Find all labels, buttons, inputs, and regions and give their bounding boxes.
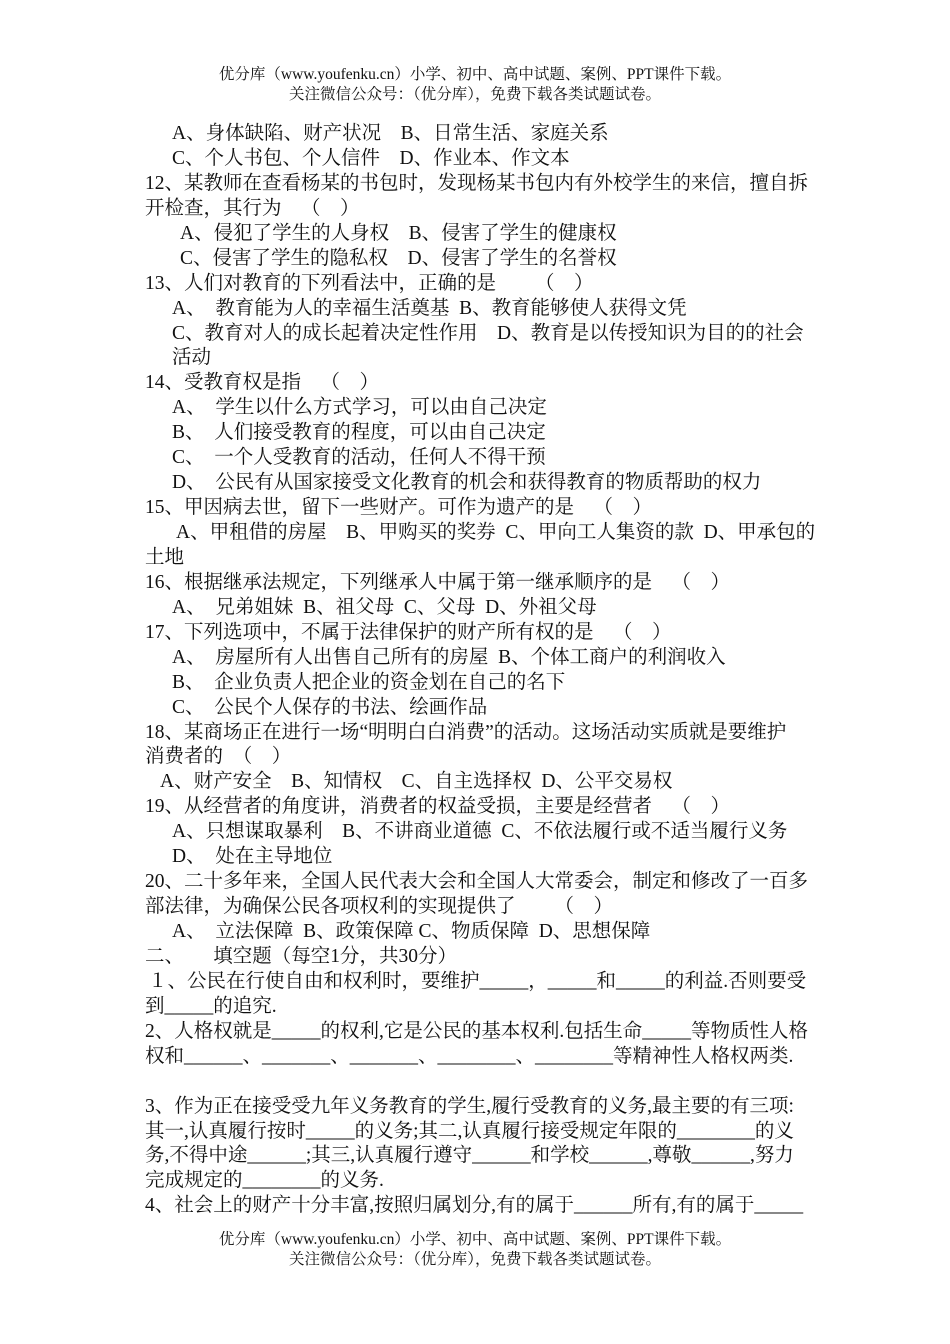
footer-line-2: 关注微信公众号：（优分库），免费下载各类试题试卷。 (288, 1251, 661, 1268)
q11-option-line: C、个人书包、个人信件 D、作业本、作文本 (172, 147, 570, 169)
q13-option-line: A、 教育能为人的幸福生活奠基 B、教育能够使人获得文凭 (172, 297, 687, 319)
fill-item-3: 3、作为正在接受受九年义务教育的学生,履行受教育的义务,最主要的有三项: (145, 1095, 794, 1117)
footer-line-1: 优分库（www.youfenku.cn）小学、初中、高中试题、案例、PPT课件下载。 (218, 1231, 732, 1248)
q18-stem: 消费者的 （ ） (145, 746, 292, 768)
q14-stem: 14、受教育权是指 （ ） (145, 372, 380, 394)
q11-option-line: A、身体缺陷、财产状况 B、日常生活、家庭关系 (172, 123, 609, 144)
q20-stem: 部法律，为确保公民各项权利的实现提供了 （ ） (145, 896, 614, 918)
q17-option-line: C、 公民个人保存的书法、绘画作品 (172, 696, 488, 718)
fill-item-3: 完成规定的________的义务. (145, 1170, 384, 1192)
q12-stem: 12、某教师在查看杨某的书包时，发现杨某书包内有外校学生的来信，擅自拆 (145, 172, 809, 194)
q17-stem: 17、下列选项中，不属于法律保护的财产所有权的是 （ ） (145, 621, 672, 643)
header-line-1: 优分库（www.youfenku.cn）小学、初中、高中试题、案例、PPT课件下载。 (218, 66, 732, 83)
page-header (0, 65, 950, 105)
fill-item-3: 务,不得中途______;其三,认真履行遵守______和学校______,尊敬______,努力 (145, 1145, 794, 1167)
q20-option-line: A、 立法保障 B、政策保障 C、物质保障 D、思想保障 (172, 921, 651, 942)
q12-option-line: C、侵害了学生的隐私权 D、侵害了学生的名誉权 (180, 247, 617, 269)
q14-option-c: C、 一个人受教育的活动，任何人不得干预 (172, 447, 546, 469)
fill-item-2: 权和______、_______、_______、________、________等精神性人格权两类. (145, 1045, 794, 1067)
q14-option-d: D、 公民有从国家接受文化教育的机会和获得教育的物质帮助的权力 (172, 472, 762, 494)
q17-option-line: A、 房屋所有人出售自己所有的房屋 B、个体工商户的利润收入 (172, 646, 726, 668)
header-line-2: 关注微信公众号：（优分库），免费下载各类试题试卷。 (288, 86, 661, 103)
q19-stem: 19、从经营者的角度讲，消费者的权益受损，主要是经营者 （ ） (145, 796, 731, 818)
q15-option-line: A、甲租借的房屋 B、甲购买的奖券 C、甲向工人集资的款 D、甲承包的 (176, 522, 816, 543)
q13-option-line: C、教育对人的成长起着决定性作用 D、教育是以传授知识为目的的社会 (172, 322, 804, 344)
q18-stem: 18、某商场正在进行一场“明明白白消费”的活动。这场活动实质就是要维护 (145, 721, 787, 743)
q12-stem: 开检查，其行为 （ ） (145, 197, 360, 219)
q14-option-b: B、 人们接受教育的程度，可以由自己决定 (172, 422, 546, 444)
q17-option-line: B、 企业负责人把企业的资金划在自己的名下 (172, 671, 566, 693)
q15-stem: 15、甲因病去世，留下一些财产。可作为遗产的是 （ ） (145, 497, 653, 519)
fill-item-1: １、公民在行使自由和权利时，要维护_____，_____和_____的利益.否则要受 (148, 970, 807, 992)
q12-option-line: A、侵犯了学生的人身权 B、侵害了学生的健康权 (180, 222, 617, 244)
page-footer (0, 1230, 950, 1270)
q13-stem: 13、人们对教育的下列看法中，正确的是 （ ） (145, 272, 594, 294)
fill-item-3: 其一,认真履行按时_____的义务;其二,认真履行接受规定年限的________的义 (145, 1120, 794, 1142)
q15-option-line: 土地 (145, 546, 185, 568)
q16-option-line: A、 兄弟姐妹 B、祖父母 C、父母 D、外祖父母 (172, 596, 597, 618)
fill-item-4: 4、社会上的财产十分丰富,按照归属划分,有的属于______所有,有的属于_____ (145, 1195, 804, 1217)
q13-option-line: 活动 (172, 347, 212, 369)
fill-item-1: 到_____的追究. (145, 995, 277, 1017)
exam-content (0, 122, 950, 1219)
q20-stem: 20、二十多年来，全国人民代表大会和全国人大常委会，制定和修改了一百多 (145, 871, 809, 893)
q14-option-a: A、 学生以什么方式学习，可以由自己决定 (172, 397, 547, 419)
section-2-title: 二、 填空题（每空1分，共30分） (145, 945, 458, 967)
q19-option-line: D、 处在主导地位 (172, 846, 333, 868)
q18-option-line: A、财产安全 B、知情权 C、自主选择权 D、公平交易权 (160, 771, 673, 793)
q19-option-line: A、只想谋取暴利 B、不讲商业道德 C、不依法履行或不适当履行义务 (172, 821, 788, 843)
q16-stem: 16、根据继承法规定，下列继承人中属于第一继承顺序的是 （ ） (145, 571, 731, 593)
blank-line (0, 1070, 950, 1095)
fill-item-2: 2、人格权就是_____的权利,它是公民的基本权利.包括生命_____等物质性人格 (145, 1020, 809, 1042)
